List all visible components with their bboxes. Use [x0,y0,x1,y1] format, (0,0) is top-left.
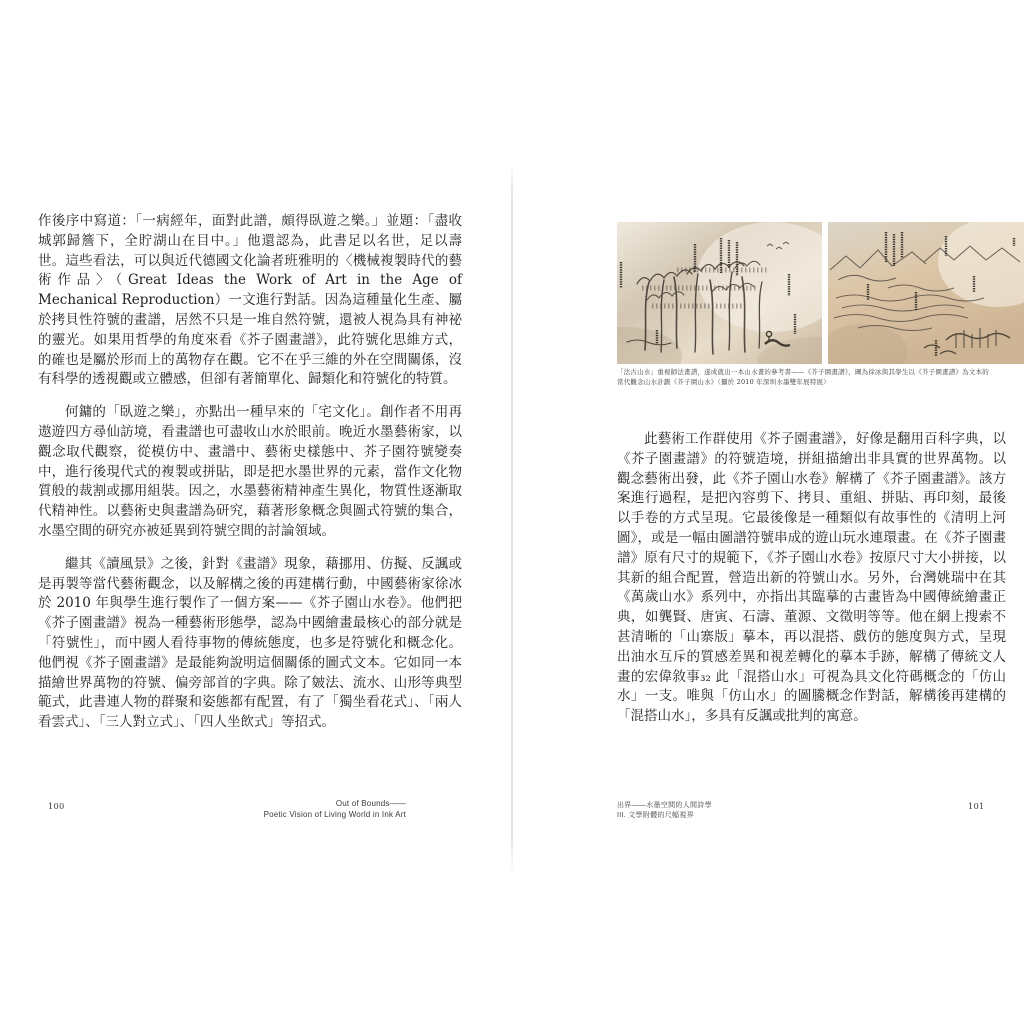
figure-caption [617,367,1017,387]
body-paragraph: 此藝術工作群使用《芥子園畫譜》，好像是翻用百科字典，以《芥子園畫譜》的符號造境，拼組描繪出非具實的世界萬物。以觀念藝術出發，此《芥子園山水卷》解構了《芥子園畫譜》。該方案進行過程，是把內容剪下、拷貝、重組、拼貼、再印刻，最後以手卷的方式呈現。它最後像是一種類似有故事性的《清明上河圖》，或是一幅由圖譜符號串成的遊山玩水連環畫。在《芥子園畫譜》原有尺寸的規範下，《芥子園山水卷》按原尺寸大小拼接，以其新的組合配置，營造出新的符號山水。另外，台灣姚瑞中在其《萬歲山水》系列中，亦指出其臨摹的古畫皆為中國傳統繪畫正典，如龔賢、唐寅、石濤、董源、文徵明等等。他在網上搜索不甚清晰的「山寨版」摹本，再以混搭、戲仿的態度與方式，呈現出油水互斥的質感差異和視差轉化的摹本手跡，解構了傳統文人畫的宏偉敘事₃₂ 此「混搭山水」可視為具文化符碼概念的「仿山水」一支。唯與「仿山水」的圖騰概念作對話，解構後再建構的「混搭山水」，多具有反諷或批判的寓意。 [617,431,1006,725]
figure-caption-line: 當代觀念山水計劃《芥子園山水》（攝於 2010 年深圳水墨雙年展特展） [617,378,830,386]
figure-caption-line: 「法古山水」重視師法畫譜，遂成就出一本山水畫的參考書——《芥子園畫譜》，圖為徐冰與其學生以《芥子園畫譜》為文本的 [617,368,989,376]
left-text-column [38,212,462,746]
ink-grove-photo [617,222,822,364]
figure-row [617,222,1024,364]
right-text-column [617,430,1006,740]
running-title-english [210,799,406,820]
running-title-line: III. 文學附體的尺幅視界 [617,812,694,819]
running-title-line: Out of Bounds—— [335,799,406,808]
body-paragraph: 繼其《讀風景》之後，針對《畫譜》現象，藉挪用、仿擬、反諷或是再製等當代藝術觀念，以及解構之後的再建構行動，中國藝術家徐冰於 2010 年與學生進行製作了一個方案——《芥子園山水卷》。他們把《芥子園畫譜》視為一種藝術形態學，認為中國繪畫最核心的部分就是「符號性」，而中國人看待事物的傳統態度，也多是符號化和概念化。他們視《芥子園畫譜》是最能夠說明這個關係的圖式文本。它如同一本描繪世界萬物的符號、偏旁部首的字典。除了皴法、流水、山形等典型範式，此書連人物的群聚和姿態都有配置，有了「獨坐看花式」、「兩人看雲式」、「三人對立式」、「四人坐飲式」等招式。 [38,555,462,731]
running-title-line: Poetic Vision of Living World in Ink Art [263,809,406,819]
running-title-line: 出界——水墨空間的人間詩學 [617,802,712,809]
body-paragraph: 何鏞的「臥遊之樂」，亦點出一種早來的「宅文化」。創作者不用再遨遊四方尋仙訪境，看畫譜也可盡收山水於眼前。晚近水墨藝術家，以觀念取代觀察，從模仿中、畫譜中、藝術史樣態中、芥子園符號變奏中，進行後現代式的複製或拼貼，即是把水墨世界的元素，當作文化物質般的裁割或挪用組裝。因之，水墨藝術精神產生異化，物質性逐漸取代精神性。以藝術史與畫譜為研究，藉著形象概念與圖式符號的集合，水墨空間的研究亦被延異到符號空間的討論領域。 [38,404,462,539]
page-number: 100 [48,802,65,811]
body-paragraph: 作後序中寫道：「一病經年，面對此譜，頗得臥遊之樂。」並題：「盡收城郭歸簷下，全貯湖山在目中。」他還認為，此書足以名世，足以壽世。這些看法，可以與近代德國文化論者班雅明的〈機械複製時代的藝術作品〉（Great Ideas the Work of Art in the Age of Mechanical Reproduction）一文進行對話。因為這種量化生產、屬於拷貝性符號的畫譜，居然不只是一堆自然符號，還被人視為具有神祕的靈光。如果用哲學的角度來看《芥子園畫譜》，此符號化思維方式，的確也是屬於形而上的萬物存在觀。它不在乎三維的外在空間關係，沒有科學的透視觀或立體感，但卻有著簡單化、歸類化和符號化的特質。 [38,213,462,388]
running-title-chinese [617,801,712,821]
ink-mountains-photo [828,222,1024,364]
page-number: 101 [968,802,985,811]
page-gutter-divider [511,160,513,876]
